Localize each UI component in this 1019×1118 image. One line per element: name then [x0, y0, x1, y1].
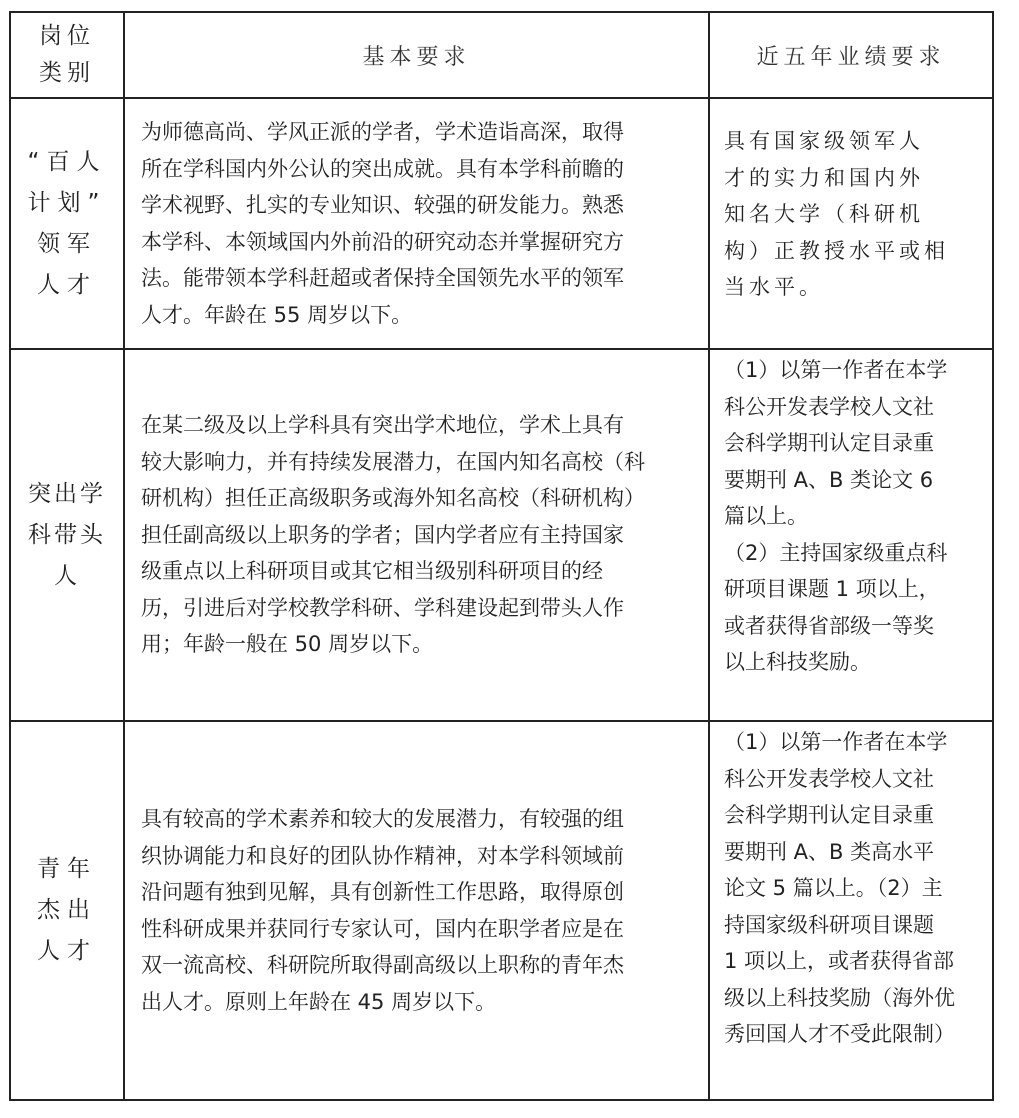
text-line: 级重点以上科研项目或其它相当级别科研项目的经 — [141, 559, 603, 584]
text-line: 人才。年龄在 55 周岁以下。 — [141, 302, 413, 327]
text-line: 沿问题有独到见解，具有创新性工作思路，取得原创 — [141, 880, 624, 904]
category-line: 科带头 — [28, 521, 106, 548]
text-line: 科公开发表学校人文社 — [724, 766, 934, 791]
text-line: 织协调能力和良好的团队协作精神，对本学科领域前 — [141, 843, 624, 868]
category-line: 青年 — [37, 856, 97, 882]
text-line: 当水平。 — [724, 275, 824, 299]
category-cell — [11, 722, 123, 1099]
text-line: 秀回国人才不受此限制） — [724, 1022, 955, 1046]
category-line: 领军 — [36, 230, 97, 257]
text-line: 具有国家级领军人 — [724, 129, 924, 153]
category-line: 杰出 — [37, 897, 97, 923]
text-line: 要期刊 A、B 类高水平 — [724, 839, 935, 864]
basic-requirements-cell — [125, 350, 708, 720]
performance-requirements-cell — [710, 123, 992, 306]
basic-requirements-cell — [125, 722, 708, 1099]
header-category-line: 类别 — [39, 60, 95, 86]
category-line: 人才 — [37, 938, 97, 964]
category-line: “百人 — [27, 148, 107, 175]
text-line: 较大影响力，并有持续发展潜力，在国内知名高校（科 — [141, 449, 645, 474]
header-performance-requirements: 近五年业绩要求 — [756, 44, 946, 70]
text-line: 性科研成果并获同行专家认可，国内在职学者应是在 — [141, 916, 624, 941]
text-line: 级以上科技奖励（海外优 — [724, 985, 955, 1010]
category-line: 突出学 — [28, 480, 106, 507]
header-category — [11, 13, 123, 97]
text-line: 才的实力和国内外 — [724, 165, 924, 190]
text-line: 以上科技奖励。 — [724, 650, 871, 674]
text-line: 本学科、本领域国内外前沿的研究动态并掌握研究方 — [141, 229, 624, 254]
text-line: 或者获得省部级一等奖 — [724, 613, 934, 638]
text-line: 会科学期刊认定目录重 — [724, 431, 934, 455]
text-line: 要期刊 A、B 类论文 6 — [724, 467, 934, 492]
header-category-line: 岗位 — [39, 23, 95, 49]
talent-requirements-table — [9, 11, 994, 1101]
text-line: 学术视野、扎实的专业知识、较强的研发能力。熟悉 — [141, 193, 624, 217]
text-line: 会科学期刊认定目录重 — [724, 803, 934, 827]
text-line: 篇以上。 — [724, 504, 808, 528]
text-line: 1 项以上，或者获得省部 — [724, 949, 955, 973]
text-line: 在某二级及以上学科具有突出学术地位，学术上具有 — [141, 413, 624, 438]
text-line: 科公开发表学校人文社 — [724, 394, 934, 419]
text-line: 出人才。原则上年龄在 45 周岁以下。 — [141, 989, 497, 1014]
text-line: 知名大学（科研机 — [724, 202, 924, 226]
category-cell — [11, 350, 123, 720]
text-line: 所在学科国内外公认的突出成就。具有本学科前瞻的 — [141, 156, 624, 181]
text-line: 论文 5 篇以上。（2）主 — [724, 876, 943, 900]
performance-requirements-cell — [710, 724, 992, 1053]
category-line: 计划” — [27, 189, 107, 216]
text-line: （2）主持国家级重点科 — [724, 540, 948, 565]
text-line: 双一流高校、科研院所取得副高级以上职称的青年杰 — [141, 953, 624, 977]
text-line: 法。能带领本学科赶超或者保持全国领先水平的领军 — [141, 266, 624, 290]
category-line: 人才 — [36, 271, 97, 298]
text-line: 为师德高尚、学风正派的学者，学术造诣高深，取得 — [141, 120, 624, 144]
text-line: 研机构）担任正高级职务或海外知名高校（科研机构） — [141, 486, 645, 511]
text-line: 持国家级科研项目课题 — [724, 912, 934, 937]
category-cell — [11, 99, 123, 348]
basic-requirements-cell — [125, 99, 708, 348]
text-line: 历，引进后对学校教学科研、学科建设起到带头人作 — [141, 595, 624, 620]
performance-requirements-cell — [710, 352, 992, 681]
text-line: 构）正教授水平或相 — [724, 238, 949, 263]
header-basic-requirements: 基本要求 — [362, 44, 471, 70]
category-line: 人 — [54, 562, 80, 589]
text-line: 担任副高级以上职务的学者；国内学者应有主持国家 — [141, 522, 624, 547]
text-line: 用；年龄一般在 50 周岁以下。 — [141, 632, 434, 657]
text-line: （1）以第一作者在本学 — [724, 730, 948, 754]
text-line: 具有较高的学术素养和较大的发展潜力，有较强的组 — [141, 807, 624, 831]
text-line: （1）以第一作者在本学 — [724, 358, 948, 382]
text-line: 研项目课题 1 项以上， — [724, 577, 940, 601]
